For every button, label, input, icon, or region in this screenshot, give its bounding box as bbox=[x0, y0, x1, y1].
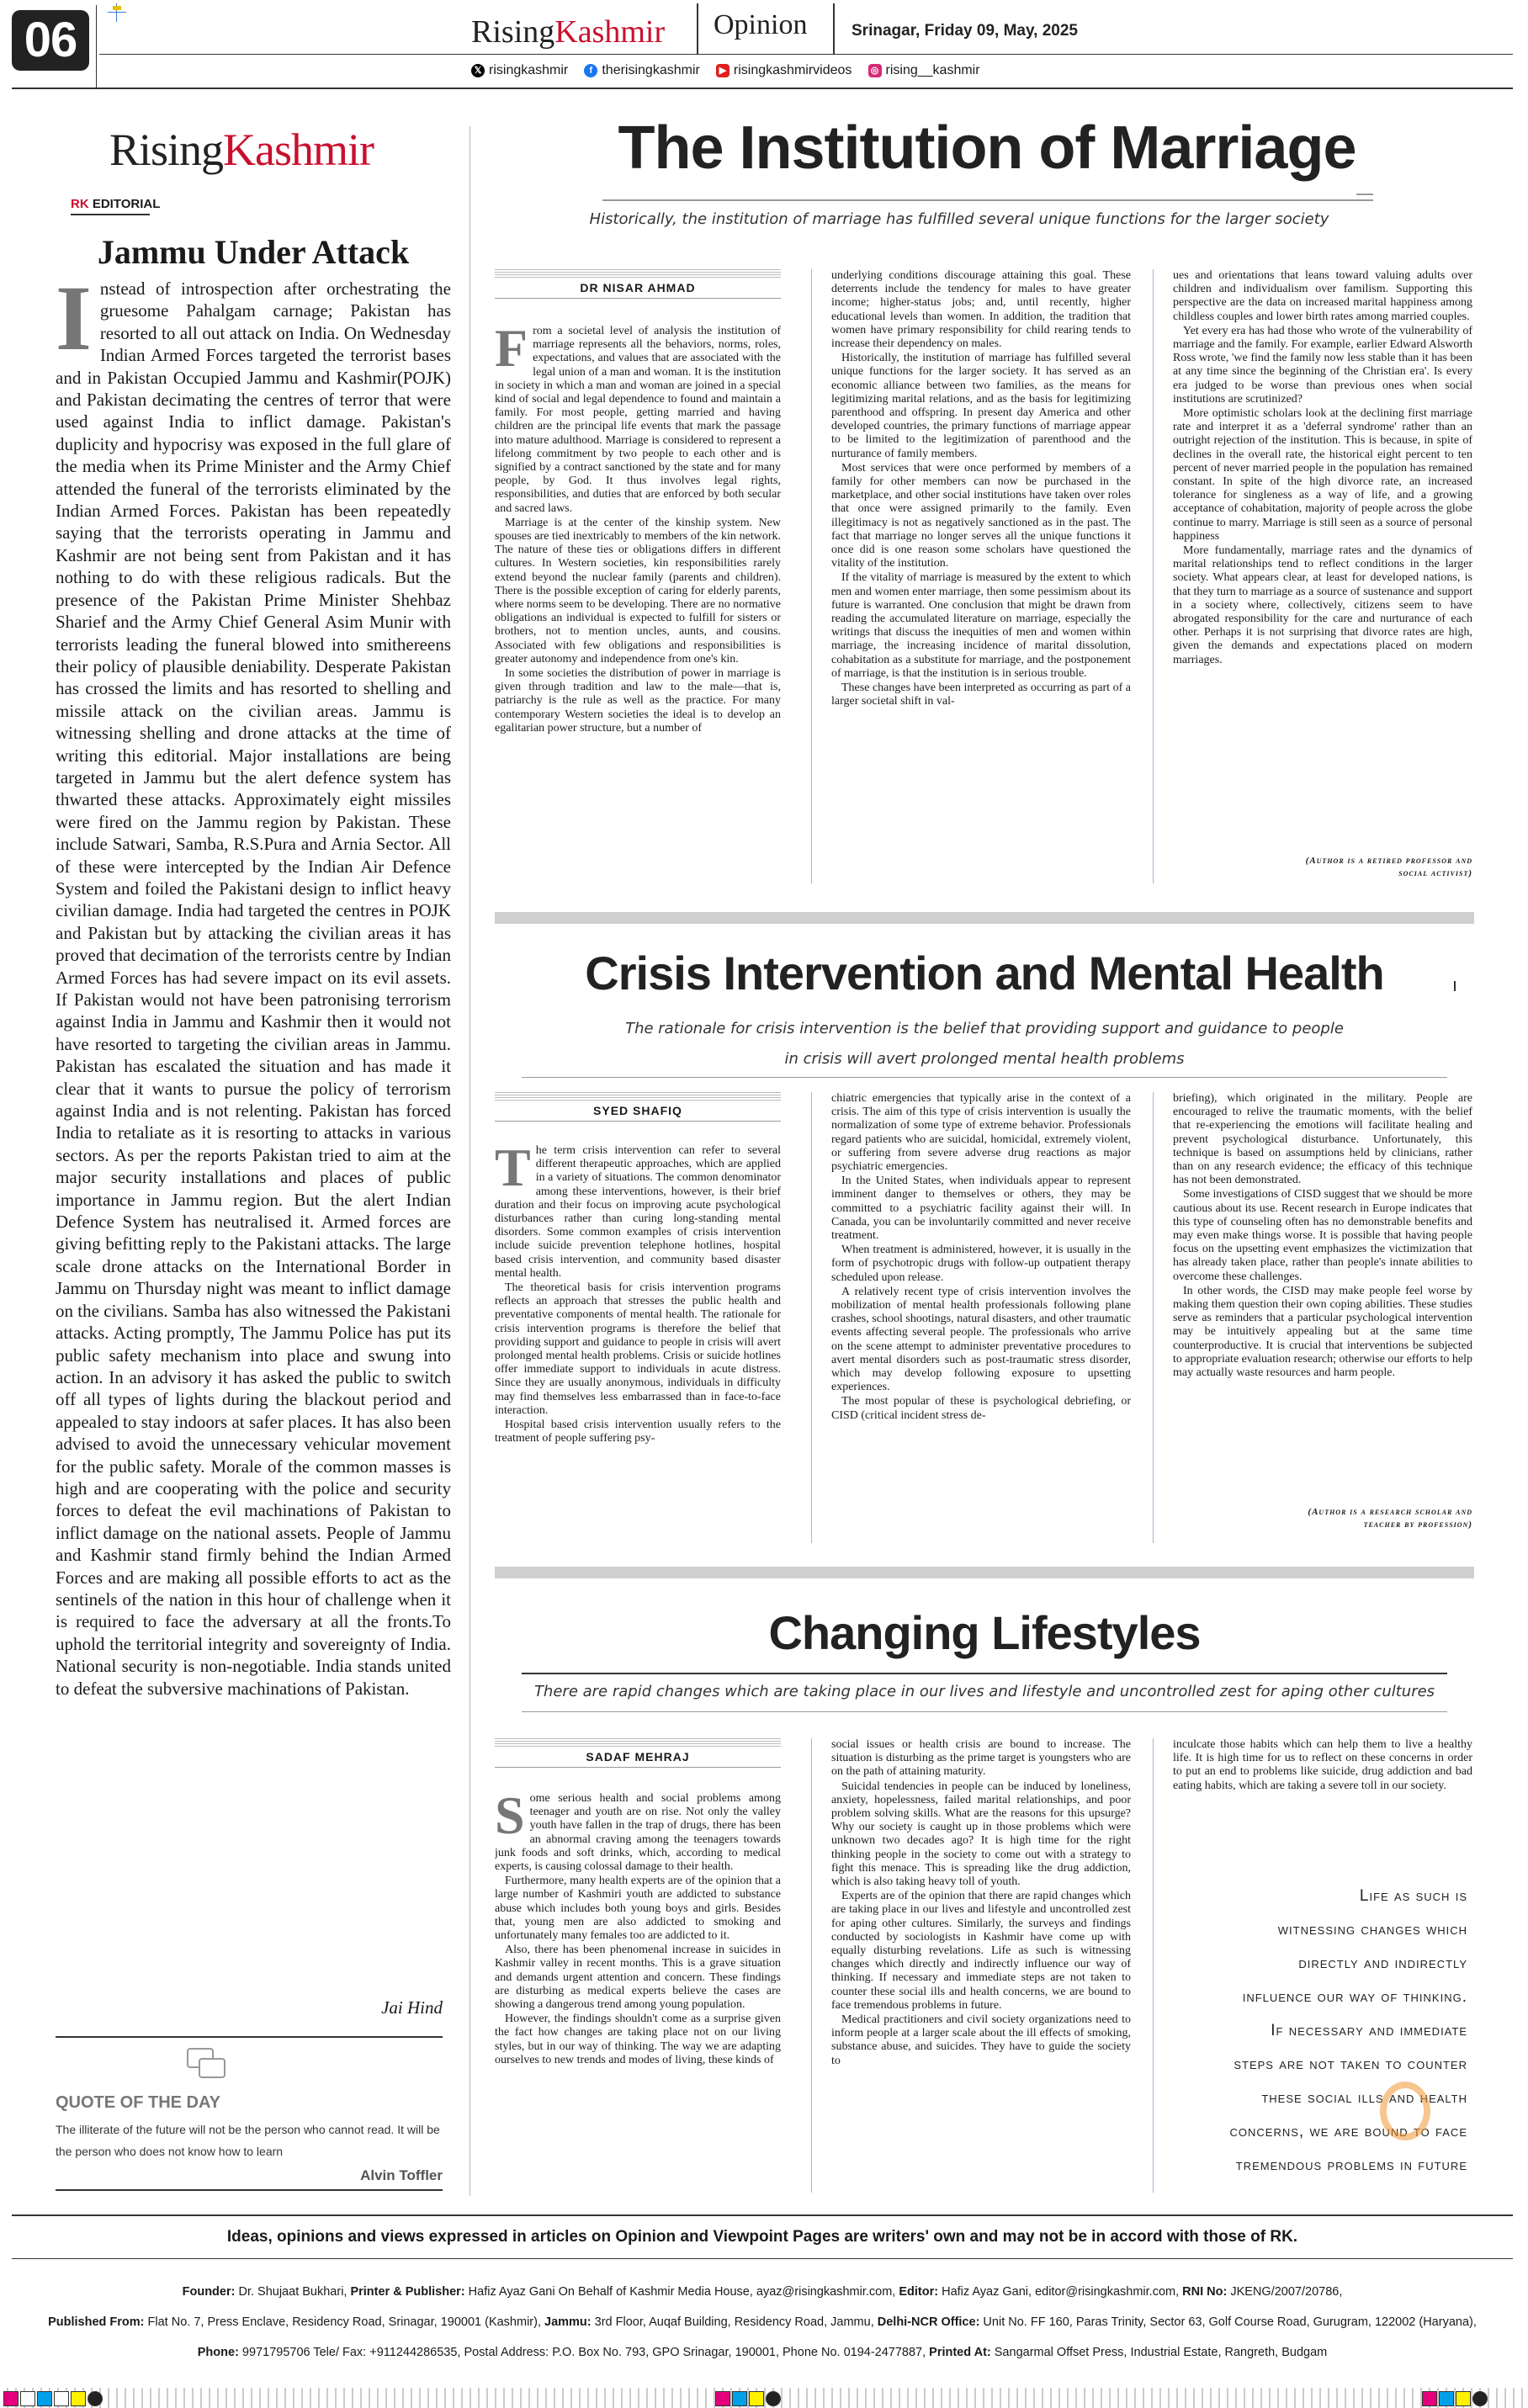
editorial-label: RK EDITORIAL bbox=[71, 197, 161, 211]
article1-kicker-rule bbox=[602, 199, 1373, 201]
footer-mid-rule bbox=[12, 2258, 1513, 2259]
article3-kicker-rule bbox=[522, 1673, 1447, 1674]
editorial-text: nstead of introspection after orchestrating the gruesome Pahalgam carnage; Pakistan has resorted to all out attack on India. On Wednesday Indian Armed Forces targeted the terrorist bases and in Pakistan Occupied Jammu and Kashmir(POJK) and Pakistan decimating the centres of terror that were used against India to inflict damage. Pakistan's duplicity and hypocrisy was exposed in the full glare of the media when its Prime Minister and the Army Chief attended the funeral of the terrorists eliminated by the Indian Armed Forces. Pakistan has been repeatedly saying that the terrorists operating in Jammu and Kashmir are not being sent from Pakistan and it has nothing to do with these religious radicals. But the presence of the Pakistan Prime Minister Shehbaz Sharief and the Army Chief General Asim Munir with terrorists leading the funeral blowed into smithereens their policy of plausible deniability. Desperate Pakistan has crossed the limits and has resorted to shelling and missile attack on the civilian areas. Jammu is witnessing shelling and drone attacks at the time of writing this editorial. Major installations are being targeted in Jammu but the alert defence system has thwarted these attacks. Approximately eight missiles were fired on the Jammu region by Pakistan. These include Satwari, Samba, R.S.Pura and Arnia Sector. All of these were intercepted by the Indian Air Defence System and foiled the Pakistani design to inflict heavy civilian damage. India had targeted the centres in POJK and Pakistan but by attacking the civilian areas it has proved that decimation of the terrorists centre by Indian Armed Forces has had severe impact on its evil assets. If Pakistan would not have been patronising terrorism against India in Jammu and Kashmir then it would not have resorted to targeting the civilian areas in Jammu. Pakistan has escalated the situation and has made it clear that it wants to pursue the policy of terrorism against India and is not relenting. Pakistan has forced India to retaliate as it is resorting to attacks in various sectors. As per the reports Pakistan tried to aim at the major security installations and places of public importance in Jammu region. But the alert Indian Defence System has neutralised it. Armed forces are giving befitting reply to the Pakistani attacks. The large scale drone attacks on the International Border in Jammu on Thursday night was meant to inflict damage on the civilians. Samba has also witnessed the Pakistani attacks. Acting promptly, The Jammu Police has put its public safety mechanism into place and swung into action. In an advisory it has asked the public to switch off all types of lights during the blackout period and appealed to stay indoors at safer places. It has also been advised to avoid the unnecessary vehicular movement for the public safety. Morale of the common masses is high and are cooperating with the police and security forces to defeat the evil machinations of Pakistan to inflict damage on the national assets. People of Jammu and Kashmir stand firmly behind the Indian Armed Forces and are making all possible efforts to act as the sentinels of the nation in this hour of challenge when it is required to face the adversary at all the fronts.To uphold the territorial integrity and sovereignty of India. National security is non-negotiable. India stands united to defeat the subversive machinations of Pakistan. bbox=[56, 278, 451, 1699]
header-left-rule bbox=[96, 5, 97, 89]
x-icon: 𝕏 bbox=[471, 64, 485, 77]
article3-byline-rule bbox=[495, 1767, 781, 1768]
article1-dropcap: F bbox=[495, 325, 528, 378]
editorial-body bbox=[56, 278, 451, 1944]
article2-byline: SYED SHAFIQ bbox=[593, 1104, 682, 1117]
article1-rule-1 bbox=[811, 269, 812, 883]
footer-line-2: Published From: Flat No. 7, Press Enclave, Residency Road, Srinagar, 190001 (Kashmir), Jammu: 3rd Floor, Auqaf Building, Residency Road, Jammu, Delhi-NCR Office: Unit No. FF 160, Paras Trinity, Sector 63, Golf Course Road, Gurugram, 122002 (Haryana), bbox=[48, 2315, 1477, 2329]
pullquote-line: witnessing changes which bbox=[1277, 1921, 1467, 1939]
pullquote-line: Life as such is bbox=[1359, 1887, 1467, 1905]
masthead-kashmir: Kashmir bbox=[554, 14, 666, 50]
footer-top-rule bbox=[12, 2214, 1513, 2216]
article2-byline-bar bbox=[495, 1092, 781, 1102]
divider-band-1 bbox=[495, 912, 1474, 924]
color-bar-left bbox=[3, 2391, 103, 2406]
article2-kicker-1: The rationale for crisis intervention is the belief that providing support and guidance to people bbox=[625, 1020, 1344, 1037]
article3-kicker-rule-2 bbox=[522, 1711, 1447, 1712]
editorial-label-rk: RK bbox=[71, 197, 89, 211]
header-underline bbox=[99, 54, 1513, 55]
pullquote-line: influence our way of thinking. bbox=[1242, 1988, 1467, 2006]
social-youtube[interactable]: ▶ risingkashmirvideos bbox=[716, 63, 852, 78]
social-facebook[interactable]: f therisingkashmir bbox=[584, 63, 699, 78]
editorial-title: Jammu Under Attack bbox=[97, 233, 410, 271]
article2-col1: T he term crisis intervention can refer to several different therapeutic approaches, which are applied in a variety of situations. The common denominator among these interventions, however, is their brief duration and their focus on improving acute psychological disturbances rather than curing long-standing mental disorders. Some common examples of crisis intervention include suicide prevention telephone hotlines, hospital based crisis intervention, and community based disaster mental health. The theoretical basis for crisis intervention programs reflects an approach that stresses the public health and preventative components of mental health. The rationale for crisis intervention programs is therefore the belief that providing support and guidance to people in crisis will avert prolonged mental health problems. Crisis or suicide hotlines offer immediate support to individuals in acute distress. Since they are usually anonymous, individuals in difficulty may find themselves less embarrassed than in face-to-face interaction. Hospital based crisis intervention usually refers to the treatment of people suffering psy- bbox=[495, 1144, 781, 1445]
header-divider-2 bbox=[833, 3, 835, 54]
article2-title-mark bbox=[1454, 981, 1456, 991]
color-bar-center bbox=[715, 2391, 781, 2406]
registration-cross bbox=[108, 3, 126, 22]
pullquote-quote-mark-icon bbox=[1380, 2082, 1430, 2140]
instagram-icon: ◎ bbox=[868, 64, 882, 77]
section-name: Opinion bbox=[714, 9, 808, 40]
pullquote-line: steps are not taken to counter bbox=[1234, 2055, 1467, 2073]
quote-text: The illiterate of the future will not be the person who cannot read. It will be the person who does not know how to learn bbox=[56, 2123, 440, 2158]
footer-disclaimer: Ideas, opinions and views expressed in articles on Opinion and Viewpoint Pages are writers' own and may not be in accord with those of RK. bbox=[226, 2228, 1298, 2246]
article3-rule-2 bbox=[1153, 1738, 1154, 2193]
article3-dropcap: S bbox=[495, 1792, 525, 1845]
article1-byline-rule bbox=[495, 298, 781, 299]
editorial-logo-kashmir: Kashmir bbox=[223, 125, 374, 175]
header-divider bbox=[697, 3, 698, 54]
dateline: Srinagar, Friday 09, May, 2025 bbox=[852, 22, 1078, 40]
article3-col2: social issues or health crisis are bound to increase. The situation is disturbing as the prime target is youngsters who are on the path of attaining maturity. Suicidal tendencies in people can be induced by loneliness, anxiety, hopelessness, failed marital relationships, and poor problem solving skills. What are the reasons for this upsurge? Why our society is caught up in those problems which were unknown two decades ago? It is high time for the right thinking people in the society to come out with a strategy to fight this menace. This is spreading like the drug addiction, which is also taking heavy toll of youth. Experts are of the opinion that there are rapid changes which are taking place in our lives and lifestyle and uncontrolled zest for aping other cultures. Similarly, the surveys and findings conducted by sociologists in Kashmir have come up with equally disturbing revelations. Life as such is witnessing changes which directly and indirectly influence our way of thinking. If necessary and immediate steps are not taken to counter these social ills and health concerns, we are bound to face tremendous problems in future. Medical practitioners and civil society organizations need to inform people at a larger scale about the ill effects of smoking, substance abuse, and suicides. They have to guide the society to bbox=[831, 1738, 1131, 2067]
quote-bottom-rule bbox=[56, 2189, 443, 2191]
footer-line-1: Founder: Dr. Shujaat Bukhari, Printer & Publisher: Hafiz Ayaz Gani On Behalf of Kashmir Media House, ayaz@risingkashmir.com, Editor: Hafiz Ayaz Gani, editor@risingkashmir.com, RNI No: JKENG/2007/20786, bbox=[182, 2285, 1343, 2299]
facebook-icon: f bbox=[584, 64, 597, 77]
article2-byline-rule bbox=[495, 1121, 781, 1122]
quote-heading: QUOTE OF THE DAY bbox=[56, 2093, 220, 2112]
article1-rule-2 bbox=[1153, 269, 1154, 883]
article1-kicker: Historically, the institution of marriage has fulfilled several unique functions for the larger society bbox=[589, 210, 1329, 228]
article2-title: Crisis Intervention and Mental Health bbox=[585, 947, 1384, 1000]
article1-byline: DR NISAR AHMAD bbox=[580, 281, 696, 294]
editorial-dropcap: I bbox=[56, 278, 92, 369]
article2-author-note: (Author is a research scholar and teacher by profession) bbox=[1308, 1507, 1472, 1530]
article2-col3: briefing), which originated in the military. People are encouraged to relive the traumatic moments, with the belief that re-experiencing the emotions will facilitate healing and prevent psychological disturbance. Unfortunately, this technique is based on assumptions held by clinicians, rather than on any research evidence; the efficacy of this technique has not been demonstrated. Some investigations of CISD suggest that we should be more cautious about its use. Recent research in Europe indicates that this type of counseling often has no demonstrable benefits and may even make things worse. It is possible that having people focus on the upsetting event emphasizes the victimization that has already taken place, rather than people's innate abilities to overcome these challenges. In other words, the CISD may make people feel worse by making them question their own coping abilities. These studies serve as reminders that a particular psychological intervention may be intuitively appealing but at the same time counterproductive. It is crucial that interventions be subjected to appropriate evaluation research; otherwise our efforts to help may actually waste resources and harm people. bbox=[1173, 1092, 1472, 1380]
page-number: 06 bbox=[24, 13, 77, 67]
quote-top-rule bbox=[56, 2036, 443, 2038]
article3-kicker: There are rapid changes which are taking place in our lives and lifestyle and uncontrolled zest for aping other cultures bbox=[533, 1683, 1435, 1700]
header-bottom-rule bbox=[12, 88, 1513, 89]
quote-icon bbox=[187, 2048, 225, 2082]
pullquote-line: If necessary and immediate bbox=[1271, 2022, 1467, 2039]
pullquote-line: these social ills and health bbox=[1261, 2089, 1467, 2107]
divider-band-2 bbox=[495, 1567, 1474, 1578]
footer-line-3: Phone: 9971795706 Tele/ Fax: +911244286535, Postal Address: P.O. Box No. 793, GPO Srinagar, 190001, Phone No. 0194-2477887, Printed At: Sangarmal Offset Press, Industrial Estate, Rangreth, Budgam bbox=[197, 2346, 1328, 2359]
article1-kicker-rule-end bbox=[1356, 194, 1373, 207]
color-bar-right bbox=[1422, 2391, 1488, 2406]
article3-col1: S ome serious health and social problems among teenager and youth are on rise. Not only the valley youth have fallen in the trap of drugs, there has been an abnormal craving among the teenagers towards junk foods and soft drinks, which, according to medical experts, is causing colossal damage to their health. Furthermore, many health experts are of the opinion that a large number of Kashmiri youth are addicted to substance abuse which includes both young boys and girls. Besides that, young men are also addicted to smoking and unfortunately many females too are addicted to it. Also, there has been phenomenal increase in suicides in Kashmir valley in recent months. This is a grave situation and demands urgent attention and concern. These findings are disturbing as medical experts believe the cases are showing a dangerous trend among young population. However, the findings shouldn't come as a surprise given the fact how changes are taking place not on our living styles, but in our way of thinking. The way we are adapting ourselves to new trends and modes of living, these kinds of bbox=[495, 1792, 781, 2066]
article2-dropcap: T bbox=[495, 1144, 531, 1197]
pullquote-line: concerns, we are bound to face bbox=[1229, 2123, 1467, 2140]
quote-author: Alvin Toffler bbox=[360, 2167, 443, 2183]
masthead bbox=[471, 13, 665, 50]
article2-rule-2 bbox=[1153, 1092, 1154, 1543]
pullquote-line: tremendous problems in future bbox=[1235, 2156, 1467, 2174]
article1-byline-bar bbox=[495, 269, 781, 279]
editorial-label-underline bbox=[71, 214, 150, 215]
article3-byline-bar bbox=[495, 1738, 781, 1748]
pullquote bbox=[1173, 1880, 1467, 2183]
article1-col1: F rom a societal level of analysis the institution of marriage represents all the behaviors, norms, roles, expectations, and values that are associated with the legal union of a man and woman. It is the institution in society in which a man and woman are joined in a special kind of social and legal dependence to found and maintain a family. For most people, getting married and having children are the principal life events that mark the passage into mature adulthood. Marriage is considered to represent a lifelong commitment by two people to each other and is signified by a contract sanctioned by the state and for many people, by God. It thus involves legal rights, responsibilities, and duties that are enforced by both secular and sacred laws. Marriage is at the center of the kinship system. New spouses are tied inextricably to members of the kin network. The nature of these ties or obligations differs in different cultures. In Western societies, kin responsibilities rarely extend beyond the nuclear family (parents and children). There is the possible exception of caring for elderly parents, where norms seem to be developing. There are no normative obligations an individual is expected to fulfill for sisters or brothers, not to mention uncles, aunts, and cousins. Associated with few obligations and responsibilities is greater autonomy and independence from one's kin. In some societies the distribution of power in marriage is given through tradition and law to the male—that is, patriarchy is the rule as well as the practice. For many contemporary Western societies the ideal is to develop an egalitarian power structure, but a number of bbox=[495, 325, 781, 735]
article1-col3: ues and orientations that leans toward valuing adults over children and individualism over familism. Supporting this perspective are the data on increased marital happiness among childless couples and lower birth rates among married couples. Yet every era has had those who wrote of the vulnerability of marriage and the family. For example, earlier Edward Alsworth Ross wrote, 'we find the family now less stable than it has been at any time since the beginning of the Christian era'. Is every era judged to be worse than previous ones when social institutions are scrutinized? More optimistic scholars look at the declining first marriage rate and interpret it as a 'deferral syndrome' rather than an outright rejection of the institution. This is because, in spite of declines in the overall rate, the historical eight percent to ten percent of never married people in the population has remained constant. In spite of the high divorce rate, an increased tolerance for singleness as a way of life, and a growing acceptance of cohabitation, majority of people across the globe continue to marry. Marriage is still seen as a source of personal happiness More fundamentally, marriage rates and the dynamics of marital relationships tend to reflect conditions in the larger society. What appears clear, at least for developed nations, is that they turn to marriage as a source of sustenance and support in a society where, collectively, citizens seem to have abrogated responsibility for the care and nurturance of each other. Perhaps it is not surprising that divorce rates are high, given the demands and expectations placed on modern marriages. bbox=[1173, 269, 1472, 666]
article3-col3: inculcate those habits which can help them to live a healthy life. It is high time for us to reflect on these concerns in order to put an end to problems like suicide, drug addiction and bad eating habits, which are taking a severe toll in our society. bbox=[1173, 1738, 1472, 1792]
editorial-logo bbox=[109, 125, 374, 175]
article3-byline: SADAF MEHRAJ bbox=[586, 1750, 690, 1764]
pullquote-line: directly and indirectly bbox=[1298, 1955, 1467, 1972]
article2-kicker-2: in crisis will avert prolonged mental health problems bbox=[784, 1050, 1185, 1068]
social-bar bbox=[471, 61, 992, 78]
article2-col2: chiatric emergencies that typically arise in the context of a crisis. The aim of this type of crisis intervention is usually the normalization of some type of extreme behavior. Professionals regard patients who are suicidal, homicidal, extremely violent, or suffering from severe adverse drug reactions as major psychiatric emergencies. In the United States, when individuals appear to represent imminent danger to themselves or others, they may be committed to a psychiatric facility against their will. In Canada, you can be involuntarily committed and never receive treatment. When treatment is administered, however, it is usually in the form of psychotropic drugs with follow-up outpatient therapy scheduled upon release. A relatively recent type of crisis intervention involves the mobilization of mental health professionals following plane crashes, school shootings, natural disasters, and other traumatic events affecting several people. The professionals who arrive on the scene attempt to administer preventative procedures to avert mental disorders such as post-traumatic stress disorder, which may develop following exposure to upsetting experiences. The most popular of these is psychological debriefing, or CISD (critical incident stress de- bbox=[831, 1092, 1131, 1422]
article2-kicker-rule bbox=[522, 1077, 1447, 1078]
editorial-logo-rising: Rising bbox=[109, 125, 224, 175]
article3-rule-1 bbox=[811, 1738, 812, 2193]
article1-title: The Institution of Marriage bbox=[618, 114, 1356, 182]
youtube-icon: ▶ bbox=[716, 64, 730, 77]
social-instagram[interactable]: ◎ rising__kashmir bbox=[868, 63, 980, 78]
article1-author-note: (Author is a retired professor and social activist) bbox=[1305, 856, 1472, 878]
masthead-rising: Rising bbox=[471, 14, 555, 50]
editorial-sign: Jai Hind bbox=[381, 1997, 443, 2018]
article3-title: Changing Lifestyles bbox=[768, 1606, 1201, 1659]
social-x[interactable]: 𝕏 risingkashmir bbox=[471, 63, 568, 78]
article2-rule-1 bbox=[811, 1092, 812, 1543]
article1-col2: underlying conditions discourage attaining this goal. These deterrents include the tendency for males to have greater income; higher-status jobs; and, until recently, higher educational levels than women. In addition, the tradition that women have primary responsibility for child rearing tends to increase their dependency on males. Historically, the institution of marriage has fulfilled several unique functions for the larger society. It has served as an economic alliance between two families, as the means for legitimizing marital relations, and as the basis for legitimizing parenthood and offspring. In present day America and other developed countries, the primary functions of marriage appear to be limited to the legitimization of parenthood and the nurturance of family members. Most services that were once performed by members of a family for other members can now be purchased in the marketplace, and other social institutions have taken over roles that once were assigned primarily to the family. Even illegitimacy is not as negatively sanctioned as in the past. The fact that marriage no longer serves all the unique functions it once did is one reason some scholars have questioned the vitality of the institution. If the vitality of marriage is measured by the extent to which men and women enter marriage, then some pessimism about its future is warranted. One conclusion that might be drawn from reading the accumulated literature on marriage, especially the writings that discuss the inequities of men and women within marriage, the increasing incidence of marital dissolution, cohabitation as a substitute for marriage, and the postponement of marriage, is that the institution is in serious trouble. These changes have been interpreted as occurring as part of a larger societal shift in val- bbox=[831, 269, 1131, 708]
